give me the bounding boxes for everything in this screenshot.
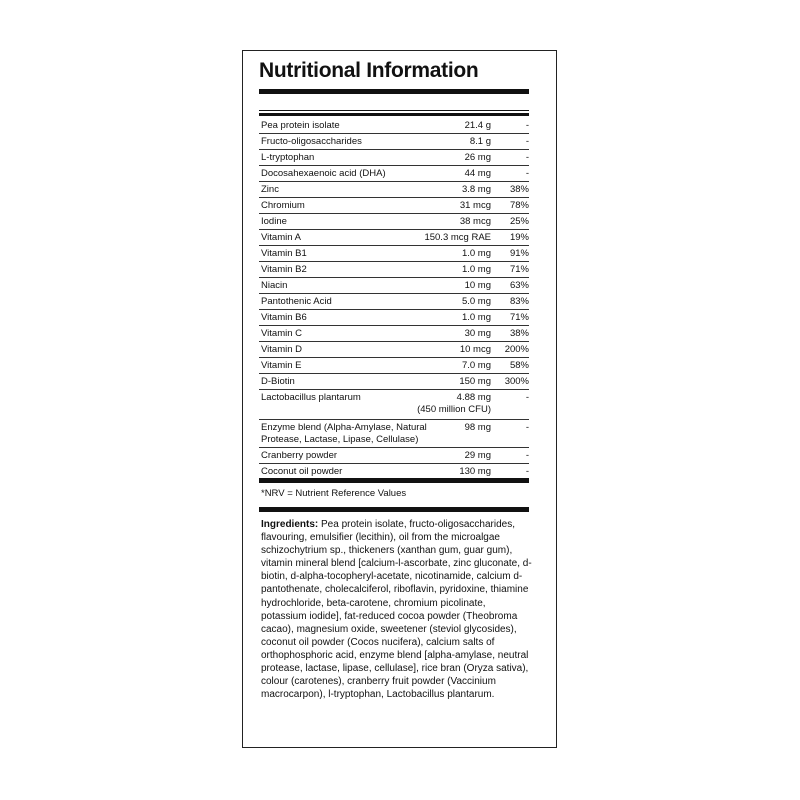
table-row bbox=[259, 134, 529, 150]
nutrient-nrv: 25% bbox=[509, 216, 529, 227]
nutrient-nrv: - bbox=[525, 450, 529, 461]
nutrition-panel bbox=[242, 50, 557, 748]
nutrient-name: Vitamin C bbox=[261, 328, 303, 339]
nutrient-name: Docosahexaenoic acid (DHA) bbox=[261, 168, 386, 179]
ingredients-label: Ingredients: bbox=[261, 519, 319, 530]
nutrient-nrv: - bbox=[525, 168, 529, 179]
nutrient-name: Niacin bbox=[261, 280, 288, 291]
nutrient-amount: 10 mg bbox=[464, 280, 491, 291]
nutrient-nrv: 78% bbox=[509, 200, 529, 211]
table-row bbox=[259, 374, 529, 390]
table-row bbox=[259, 326, 529, 342]
nutrient-amount-note: (450 million CFU) bbox=[417, 404, 491, 415]
nutrient-nrv: 300% bbox=[504, 376, 529, 387]
table-row bbox=[259, 448, 529, 464]
ingredients-text: Pea protein isolate, fructo-oligosaccharides, flavouring, emulsifier (lecithin), oil from the microalgae schizochytrium sp., thickeners (xanthan gum, guar gum), vitamin mineral blend [calcium-l-ascorbate, zinc gluconate, d-biotin, d-alpha-tocopheryl-acetate, nicotinamide, calcium d-pantothenate, cholecalciferol, riboflavin, pyridoxine, thiamine hydrochloride, beta-carotene, chromium picolinate, potassium iodide], fat-reduced cocoa powder (Theobroma cacao), magnesium oxide, sweetener (steviol glycosides), coconut oil powder (Cocos nucifera), calcium salts of orthophosphoric acid, enzyme blend [alpha-amylase, neutral protease, lactase, lipase, cellulase], rice bran (Oryza sativa), colour (carotenes), cranberry fruit powder (Vaccinium macrocarpon), l-tryptophan, Lactobacillus plantarum. bbox=[261, 519, 532, 701]
nutrient-amount: 3.8 mg bbox=[461, 184, 491, 195]
nutrient-name: Vitamin A bbox=[261, 232, 301, 243]
nutrient-amount: 38 mcg bbox=[459, 216, 491, 227]
nutrient-name: Vitamin B2 bbox=[261, 264, 307, 275]
table-row bbox=[259, 262, 529, 278]
nutrient-name: L-tryptophan bbox=[261, 152, 315, 163]
nutrient-nrv: - bbox=[525, 120, 529, 131]
table-row bbox=[259, 278, 529, 294]
nutrient-amount: 130 mg bbox=[459, 466, 491, 477]
table-row bbox=[259, 390, 529, 420]
nutrient-nrv: 63% bbox=[509, 280, 529, 291]
header-divider bbox=[259, 113, 529, 116]
nutrient-name: Vitamin E bbox=[261, 360, 302, 371]
nrv-footnote: *NRV = Nutrient Reference Values bbox=[261, 488, 407, 499]
header-divider-thin bbox=[259, 110, 529, 111]
nutrition-table bbox=[259, 118, 529, 480]
nutrient-name: Chromium bbox=[261, 200, 305, 211]
table-row bbox=[259, 118, 529, 134]
table-row bbox=[259, 214, 529, 230]
nutrient-nrv: - bbox=[525, 136, 529, 147]
nutrient-nrv: 71% bbox=[509, 312, 529, 323]
nutrient-nrv: 38% bbox=[509, 328, 529, 339]
nutrient-amount: 31 mcg bbox=[459, 200, 491, 211]
nutrient-nrv: - bbox=[525, 466, 529, 477]
table-bottom-divider bbox=[259, 478, 529, 483]
nutrient-amount: 150 mg bbox=[459, 376, 491, 387]
table-row bbox=[259, 310, 529, 326]
nutrient-name: D-Biotin bbox=[261, 376, 295, 387]
nutrient-nrv: 71% bbox=[509, 264, 529, 275]
nutrient-amount: 44 mg bbox=[464, 168, 491, 179]
nutrient-name: Pea protein isolate bbox=[261, 120, 340, 131]
nutrient-name: Coconut oil powder bbox=[261, 466, 343, 477]
table-row bbox=[259, 198, 529, 214]
top-divider bbox=[259, 89, 529, 94]
ingredients-paragraph bbox=[261, 518, 533, 701]
nutrient-nrv: 83% bbox=[509, 296, 529, 307]
nutrient-amount: 1.0 mg bbox=[461, 248, 491, 259]
nutrient-amount: 98 mg bbox=[464, 422, 491, 433]
nutrient-nrv: 200% bbox=[504, 344, 529, 355]
nutrient-nrv: 58% bbox=[509, 360, 529, 371]
table-row bbox=[259, 358, 529, 374]
nutrient-nrv: 38% bbox=[509, 184, 529, 195]
table-row bbox=[259, 420, 529, 448]
table-row bbox=[259, 342, 529, 358]
table-row bbox=[259, 182, 529, 198]
panel-title: Nutritional Information bbox=[259, 59, 479, 82]
nutrient-amount: 4.88 mg bbox=[456, 392, 491, 403]
nutrient-nrv: - bbox=[525, 422, 529, 433]
nutrient-name: Lactobacillus plantarum bbox=[261, 392, 361, 403]
nutrient-amount: 21.4 g bbox=[464, 120, 491, 131]
nutrient-name: Enzyme blend (Alpha-Amylase, Natural Protease, Lactase, Lipase, Cellulase) bbox=[261, 422, 427, 445]
table-row bbox=[259, 294, 529, 310]
nutrient-name: Vitamin B6 bbox=[261, 312, 307, 323]
nutrient-amount: 5.0 mg bbox=[461, 296, 491, 307]
nutrient-name: Cranberry powder bbox=[261, 450, 338, 461]
nutrient-name: Zinc bbox=[261, 184, 279, 195]
nutrient-amount: 1.0 mg bbox=[461, 312, 491, 323]
nutrient-nrv: - bbox=[525, 392, 529, 403]
nutrient-amount: 10 mcg bbox=[459, 344, 491, 355]
footnote-divider bbox=[259, 507, 529, 512]
table-row bbox=[259, 230, 529, 246]
nutrient-amount: 30 mg bbox=[464, 328, 491, 339]
nutrient-nrv: 19% bbox=[509, 232, 529, 243]
nutrient-amount: 1.0 mg bbox=[461, 264, 491, 275]
nutrient-name: Vitamin B1 bbox=[261, 248, 307, 259]
nutrient-amount: 7.0 mg bbox=[461, 360, 491, 371]
nutrient-nrv: 91% bbox=[509, 248, 529, 259]
nutrient-amount: 29 mg bbox=[464, 450, 491, 461]
table-row bbox=[259, 150, 529, 166]
nutrient-nrv: - bbox=[525, 152, 529, 163]
nutrient-name: Iodine bbox=[261, 216, 287, 227]
nutrient-amount: 8.1 g bbox=[469, 136, 491, 147]
nutrient-amount: 150.3 mcg RAE bbox=[424, 232, 491, 243]
nutrient-amount: 26 mg bbox=[464, 152, 491, 163]
table-row bbox=[259, 246, 529, 262]
nutrient-name: Fructo-oligosaccharides bbox=[261, 136, 362, 147]
table-row bbox=[259, 166, 529, 182]
nutrient-name: Pantothenic Acid bbox=[261, 296, 332, 307]
nutrient-name: Vitamin D bbox=[261, 344, 303, 355]
